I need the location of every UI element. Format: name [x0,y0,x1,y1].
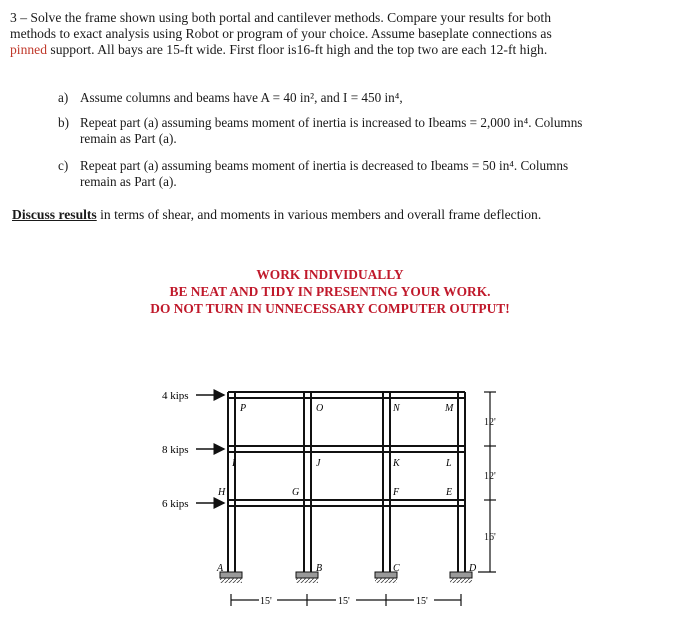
node-label-N: N [393,403,400,414]
support-base [296,572,318,578]
support-hatch [296,578,318,583]
discuss-heading: Discuss results [12,207,97,222]
node-label-F: F [393,487,400,498]
part-a-text: Assume columns and beams have A = 40 in², and I = 450 in⁴, [80,90,403,105]
part-c-text-2: remain as Part (a). [80,174,177,189]
frame-columns [228,392,465,572]
part-b-text-2: remain as Part (a). [80,131,177,146]
part-b-text: Repeat part (a) assuming beams moment of inertia is increased to Ibeams = 2,000 in⁴. Columns [80,115,583,130]
discuss-text: in terms of shear, and moments in various members and overall frame deflection. [96,207,542,222]
notice-line-2: BE NEAT AND TIDY IN PRESENTNG YOUR WORK. [169,284,491,299]
story-height-top: 12' [484,417,496,428]
load-label-first: 6 kips [162,498,189,510]
node-label-E: E [446,487,453,498]
node-label-C: C [393,563,400,574]
pinned-supports [220,572,472,583]
support-hatch [450,578,472,583]
support-base [220,572,242,578]
part-c-label: c) [58,158,69,173]
node-label-O: O [316,403,324,414]
node-label-L: L [446,458,452,469]
node-label-M: M [445,403,454,414]
support-hatch [220,578,242,583]
story-height-middle: 12' [484,471,496,482]
load-label-second: 8 kips [162,444,189,456]
notice-line-3: DO NOT TURN IN UNNECESSARY COMPUTER OUTPUT! [150,301,510,316]
node-label-A: A [217,563,224,574]
problem-line-2: methods to exact analysis using Robot or program of your choice. Assume baseplate connections as [10,26,552,41]
bay-width-2: 15' [338,596,350,607]
part-b-label: b) [58,115,69,130]
problem-line-1: 3 – Solve the frame shown using both portal and cantilever methods. Compare your results for both [10,10,551,25]
story-height-bottom: 16' [484,532,496,543]
node-label-D: D [469,563,477,574]
notice-line-1: WORK INDIVIDUALLY [256,267,404,282]
node-label-J: J [316,458,321,469]
pinned-word: pinned [10,42,47,57]
node-label-H: H [218,487,226,498]
node-label-K: K [393,458,400,469]
part-c-text: Repeat part (a) assuming beams moment of inertia is decreased to Ibeams = 50 in⁴. Columns [80,158,569,173]
node-label-I: I [232,458,236,469]
support-hatch [375,578,397,583]
bay-width-1: 15' [260,596,272,607]
part-a-label: a) [58,90,69,105]
problem-line-3-rest: support. All bays are 15-ft wide. First floor is16-ft high and the top two are each 12-ft high. [47,42,548,57]
load-label-roof: 4 kips [162,390,189,402]
node-label-P: P [240,403,247,414]
node-label-B: B [316,563,323,574]
frame-beams [228,392,465,506]
bay-width-3: 15' [416,596,428,607]
node-label-G: G [292,487,300,498]
